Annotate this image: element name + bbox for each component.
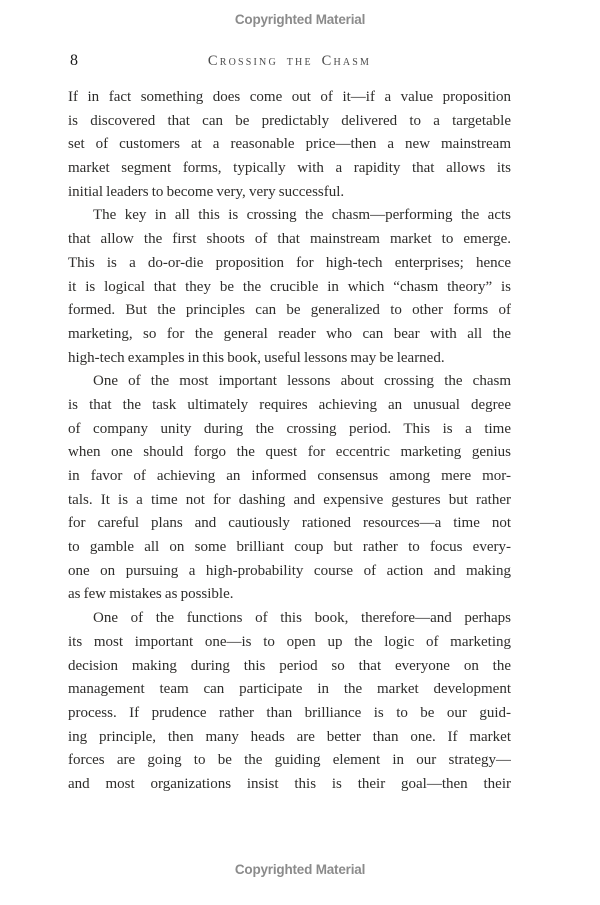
text-line: process. If prudence rather than brilliance is to be our guid-	[68, 704, 511, 721]
paragraph	[68, 86, 511, 204]
page-number: 8	[70, 52, 78, 69]
running-title: Crossing the Chasm	[207, 53, 372, 69]
text-line: This is a do-or-die proposition for high-tech enterprises; hence	[68, 254, 511, 271]
text-line: in favor of achieving an informed consensus among mere mor-	[68, 468, 511, 484]
paragraph	[68, 370, 511, 607]
paragraph	[68, 204, 511, 370]
text-line: The key in all this is crossing the chasm—performing the acts	[93, 207, 511, 224]
text-line: initial leaders to become very, very successful.	[68, 183, 345, 200]
paragraph	[68, 607, 511, 797]
text-line: one on pursuing a high-probability course of action and making	[68, 562, 511, 579]
text-line: marketing, so for the general reader who can bear with all the	[68, 325, 511, 342]
text-line: high-tech examples in this book, useful lessons may be learned.	[68, 349, 445, 366]
text-line: forces are going to be the guiding element in our strategy—	[68, 752, 511, 769]
text-line: to gamble all on some brilliant coup but rather to focus every-	[68, 539, 511, 556]
text-line: set of customers at a reasonable price—then a new mainstream	[68, 136, 511, 153]
copyrighted-material-bottom: Copyrighted Material	[234, 862, 366, 877]
text-line: is discovered that can be predictably delivered to a targetable	[68, 112, 511, 129]
text-line: when one should forgo the quest for eccentric marketing genius	[68, 444, 511, 461]
text-line: it is logical that they be the crucible in which “chasm theory” is	[68, 278, 511, 295]
text-line: and most organizations insist this is their goal—then their	[68, 775, 511, 792]
text-line: for careful plans and cautiously rationed resources—a time not	[68, 515, 511, 532]
text-line: market segment forms, typically with a rapidity that allows its	[68, 160, 511, 177]
text-line: is that the task ultimately requires achieving an unusual degree	[68, 396, 511, 413]
text-line: its most important one—is to open up the logic of marketing	[68, 633, 511, 650]
text-line: decision making during this period so that everyone on the	[68, 657, 511, 674]
text-line: that allow the first shoots of that mainstream market to emerge.	[68, 231, 511, 248]
page-header	[68, 51, 511, 73]
text-line: of company unity during the crossing period. This is a time	[68, 420, 511, 437]
page-body	[68, 86, 511, 797]
text-line: tals. It is a time not for dashing and expensive gestures but rather	[68, 491, 511, 508]
copyrighted-material-top: Copyrighted Material	[234, 12, 366, 27]
text-line: formed. But the principles can be generalized to other forms of	[68, 302, 511, 319]
text-line: management team can participate in the market development	[68, 681, 511, 698]
text-line: One of the functions of this book, therefore—and perhaps	[93, 610, 511, 627]
text-line: ing principle, then many heads are better than one. If market	[68, 728, 511, 745]
text-line: If in fact something does come out of it—if a value proposition	[68, 89, 511, 105]
text-line: as few mistakes as possible.	[68, 586, 234, 603]
text-line: One of the most important lessons about crossing the chasm	[93, 373, 511, 390]
